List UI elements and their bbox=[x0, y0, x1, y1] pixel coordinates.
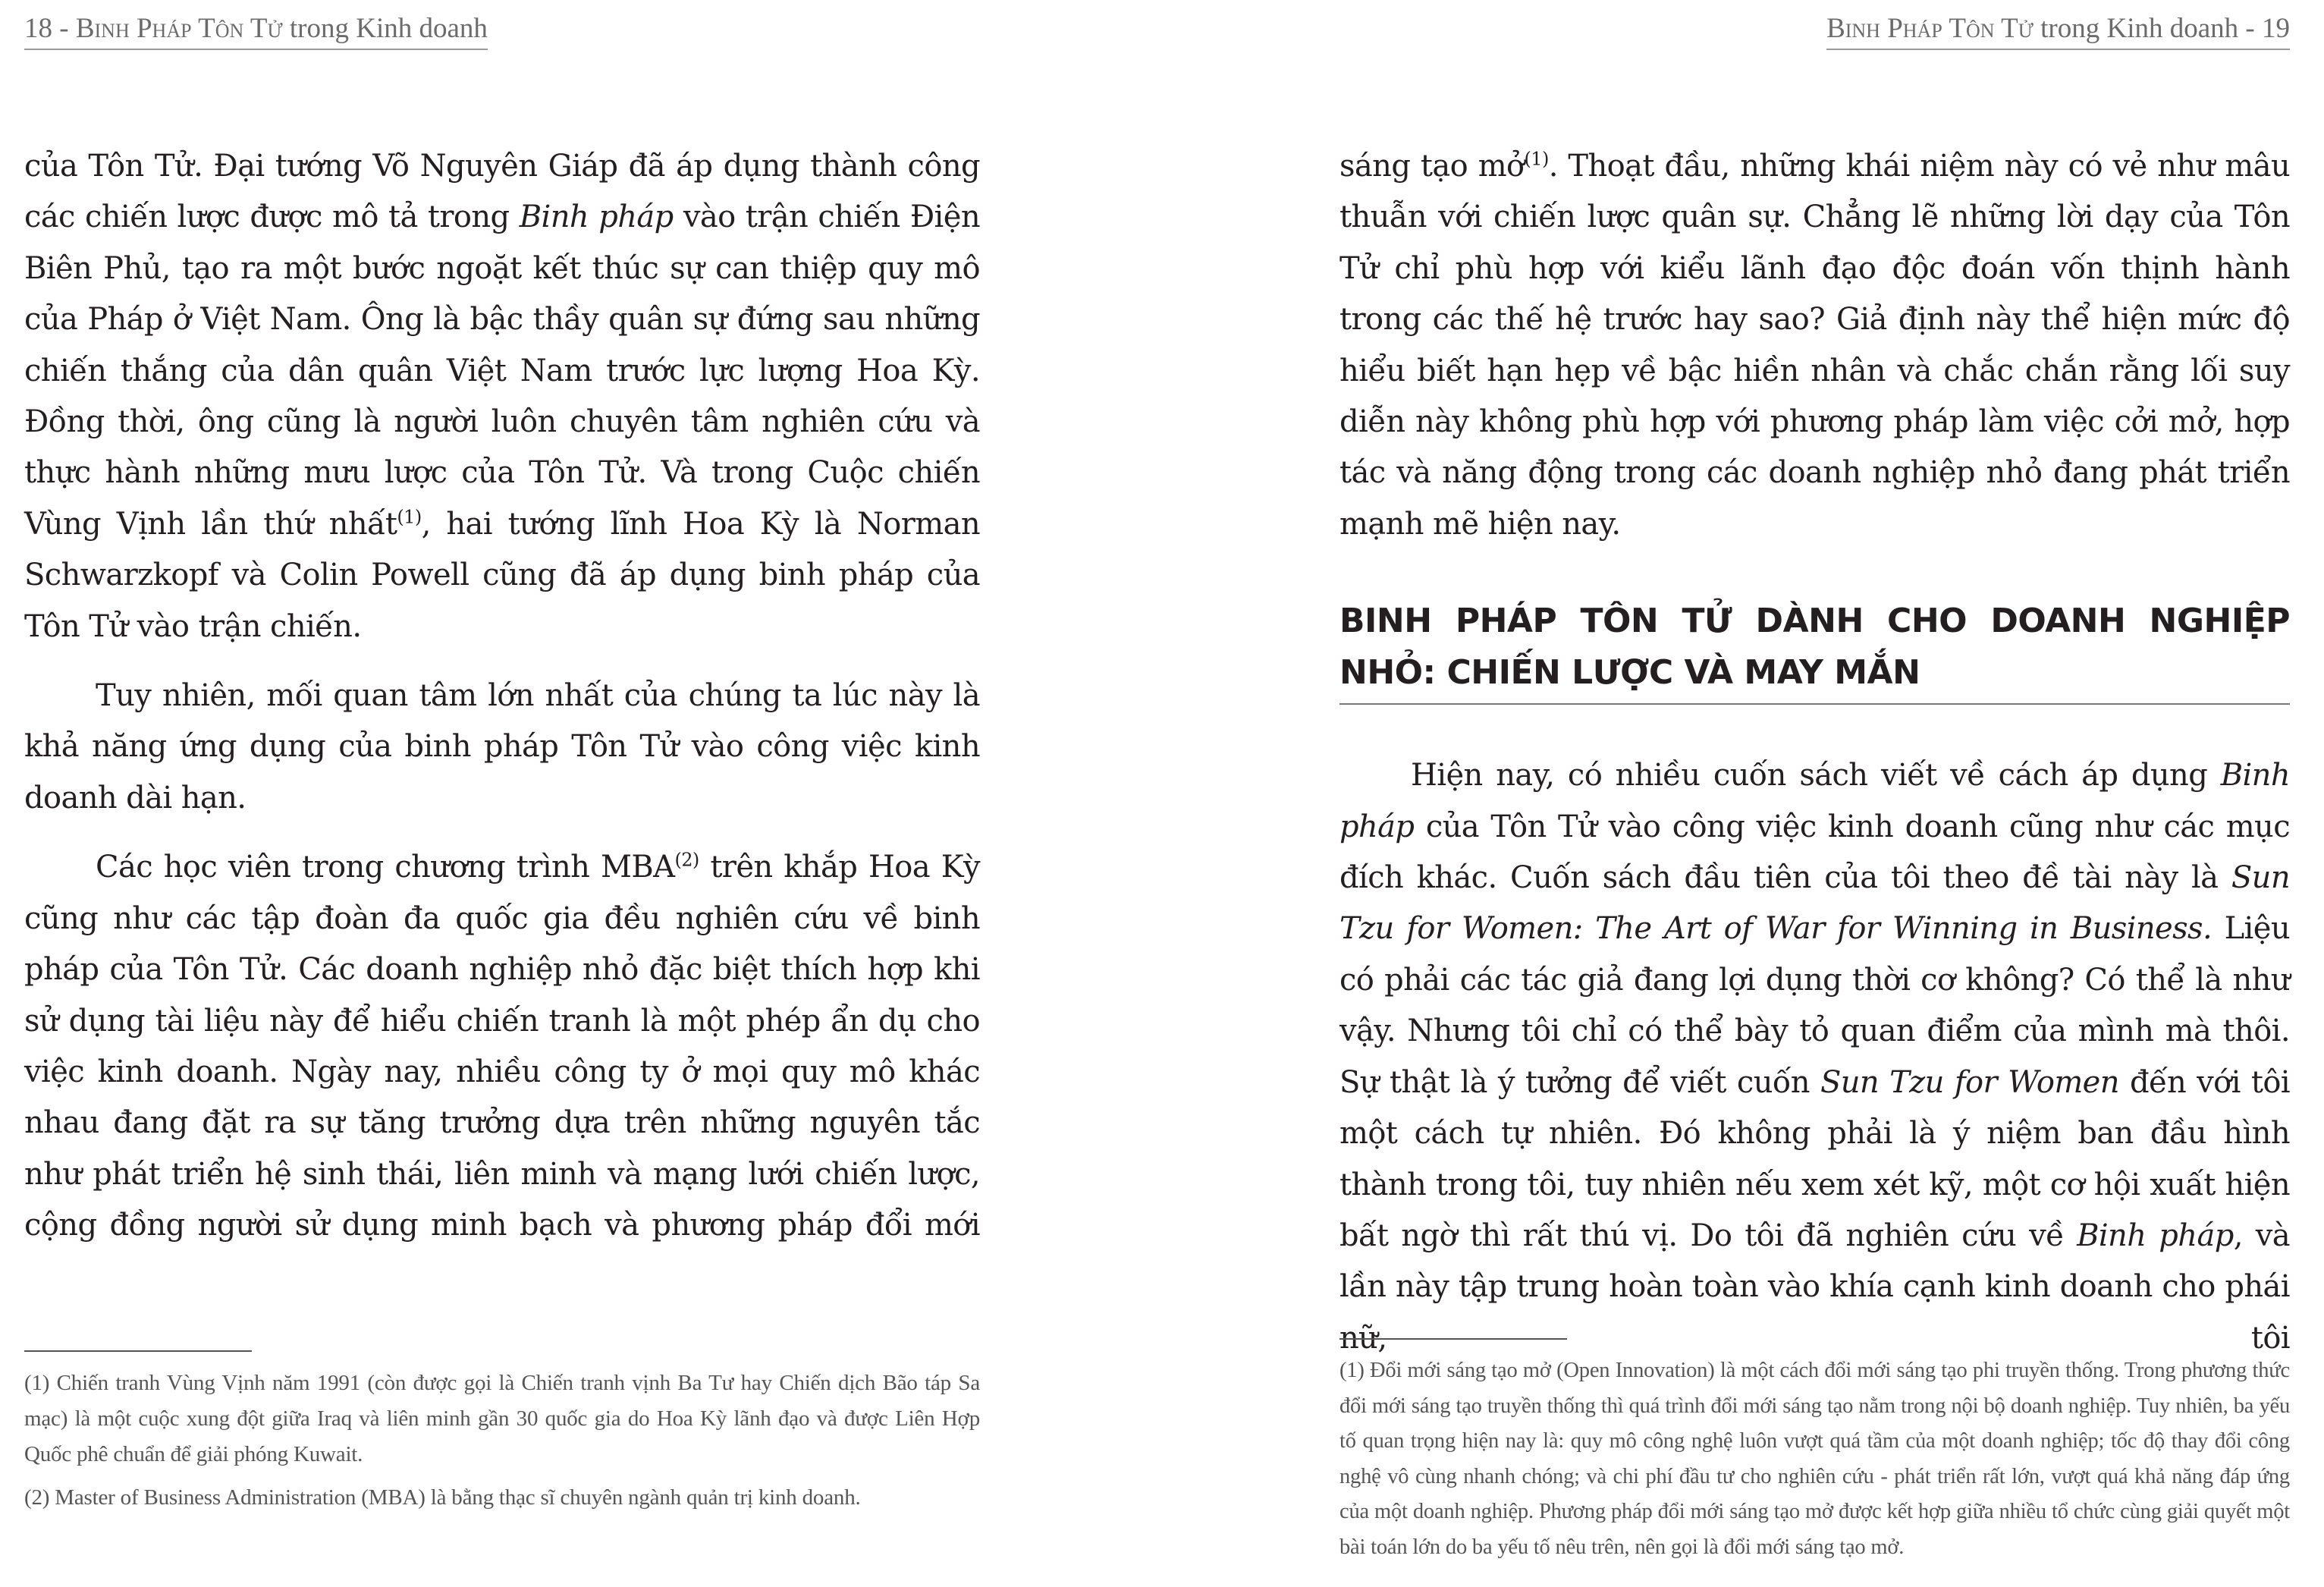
text-run: trên khắp Hoa Kỳ cũng như các tập đoàn đa quốc gia đều nghiên cứu về binh pháp của Tôn Tử. Các doanh nghiệp nhỏ đặc biệt thích hợp khi sử dụng tài liệu này để hiểu chiến tranh là một phép ẩn dụ cho việc kinh doanh. Ngày nay, nhiều công ty ở mọi quy mô khác nhau đang đặt ra sự tăng trưởng dựa trên những nguyên tắc như phát triển hệ sinh thái, liên minh và mạng lưới chiến lược, cộng đồng người sử dụng minh bạch và phương pháp đổi mới bbox=[24, 850, 980, 1243]
right-running-head bbox=[1826, 14, 2290, 50]
right-page-number: 19 bbox=[2262, 13, 2290, 44]
left-page bbox=[24, 0, 980, 1587]
text-run: Liệu có phải các tác giả đang lợi dụng thời cơ không? Có thể là như vậy. Nhưng tôi chỉ có thể bày tỏ quan điểm của mình mà thôi. Sự thật là ý tưởng để viết cuốn bbox=[1339, 911, 2290, 1100]
text-run: Hiện nay, có nhiều cuốn sách viết về cách áp dụng bbox=[1411, 758, 2221, 794]
text-run: , hai tướng lĩnh Hoa Kỳ là Norman Schwarzkopf và Colin Powell cũng đã áp dụng binh pháp của Tôn Tử vào trận chiến. bbox=[24, 506, 980, 644]
right-body-text bbox=[1339, 141, 2290, 1382]
section-heading: BINH PHÁP TÔN TỬ DÀNH CHO DOANH NGHIỆP NHỎ: CHIẾN LƯỢC VÀ MAY MẮN bbox=[1339, 596, 2290, 705]
text-run: , và lần này tập trung hoàn toàn vào khía cạnh kinh doanh cho phái nữ, tôi bbox=[1339, 1218, 2290, 1356]
left-paragraph-3 bbox=[24, 842, 980, 1251]
right-footnote-rule bbox=[1339, 1338, 1567, 1340]
right-header-separator: - bbox=[2238, 13, 2262, 44]
right-paragraph-1 bbox=[1339, 141, 2290, 550]
footnote-ref-2: (2) bbox=[674, 849, 699, 871]
right-paragraph-2 bbox=[1339, 750, 2290, 1364]
text-run: của Tôn Tử vào công việc kinh doanh cũng như các mục đích khác. Cuốn sách đầu tiên của tôi theo đề tài này là bbox=[1339, 809, 2290, 896]
text-run: . Thoạt đầu, những khái niệm này có vẻ như mâu thuẫn với chiến lược quân sự. Chẳng lẽ những lời dạy của Tôn Tử chỉ phù hợp với kiểu lãnh đạo độc đoán vốn thịnh hành trong các thế hệ trước hay sao? Giả định này thể hiện mức độ hiểu biết hạn hẹp về bậc hiền nhân và chắc chắn rằng lối suy diễn này không phù hợp với phương pháp làm việc cởi mở, hợp tác và năng động trong các doanh nghiệp nhỏ đang phát triển mạnh mẽ hiện nay. bbox=[1339, 149, 2290, 542]
right-header-title-smallcaps: Binh Pháp Tôn Tử bbox=[1826, 13, 2034, 44]
right-footnotes bbox=[1339, 1353, 2290, 1573]
italic-run: Binh pháp bbox=[2077, 1218, 2234, 1253]
text-run: của Tôn Tử. Đại tướng Võ Nguyên Giáp đã áp dụng thành công các chiến lược được mô tả trong bbox=[24, 149, 980, 235]
left-header-title-rest: trong Kinh doanh bbox=[282, 13, 488, 44]
left-footnote-2: (2) Master of Business Administration (MBA) là bằng thạc sĩ chuyên ngành quản trị kinh doanh. bbox=[24, 1485, 861, 1510]
right-page bbox=[1339, 0, 2290, 1587]
italic-run: Binh pháp bbox=[1339, 758, 2290, 844]
footnote-ref-1: (1) bbox=[1524, 148, 1549, 170]
right-header-title-rest: trong Kinh doanh bbox=[2033, 13, 2239, 44]
left-footnote-1: (1) Chiến tranh Vùng Vịnh năm 1991 (còn được gọi là Chiến tranh vịnh Ba Tư hay Chiến dịch Bão táp Sa mạc) là một cuộc xung đột giữa Iraq và liên minh gần 30 quốc gia do Hoa Kỳ lãnh đạo và được Liên Hợp Quốc phê chuẩn để giải phóng Kuwait. bbox=[24, 1371, 980, 1466]
left-header-separator: - bbox=[52, 13, 76, 44]
text-run: Các học viên trong chương trình MBA bbox=[96, 850, 675, 885]
footnote-ref-1: (1) bbox=[397, 506, 422, 528]
left-page-number: 18 bbox=[24, 13, 52, 44]
right-footnote-1: (1) Đổi mới sáng tạo mở (Open Innovation) là một cách đổi mới sáng tạo phi truyền thống. Trong phương thức đổi mới sáng tạo truyền thống thì quá trình đổi mới sáng tạo nằm trong nội bộ doanh nghiệp. Tuy nhiên, ba yếu tố quan trọng hiện nay là: quy mô công nghệ luôn vượt quá tầm của một doanh nghiệp; tốc độ thay đổi công nghệ vô cùng nhanh chóng; và chi phí đầu tư cho nghiên cứu - phát triển rất lớn, vượt quá khả năng đáp ứng của một doanh nghiệp. Phương pháp đổi mới sáng tạo mở được kết hợp giữa nhiều tổ chức cùng giải quyết một bài toán lớn do ba yếu tố nêu trên, nên gọi là đổi mới sáng tạo mở. bbox=[1339, 1359, 2290, 1559]
text-run: sáng tạo mở bbox=[1339, 149, 1525, 184]
text-run: đến với tôi một cách tự nhiên. Đó không phải là ý niệm ban đầu hình thành trong tôi, tuy nhiên nếu xem xét kỹ, một cơ hội xuất hiện bất ngờ thì rất thú vị. Do tôi đã nghiên cứu về bbox=[1339, 1064, 2290, 1253]
left-body-text bbox=[24, 141, 980, 1270]
left-paragraph-1 bbox=[24, 141, 980, 652]
left-footnotes bbox=[24, 1365, 980, 1523]
italic-run: Sun Tzu for Women bbox=[1820, 1064, 2119, 1100]
left-header-title-smallcaps: Binh Pháp Tôn Tử bbox=[75, 13, 283, 44]
text-run: vào trận chiến Điện Biên Phủ, tạo ra một bước ngoặt kết thúc sự can thiệp quy mô của Pháp ở Việt Nam. Ông là bậc thầy quân sự đứng sau những chiến thắng của dân quân Việt Nam trước lực lượng Hoa Kỳ. Đồng thời, ông cũng là người luôn chuyên tâm nghiên cứu và thực hành những mưu lược của Tôn Tử. Và trong Cuộc chiến Vùng Vịnh lần thứ nhất bbox=[24, 200, 980, 542]
italic-run: Sun Tzu for Women: The Art of War for Winning in Business. bbox=[1339, 860, 2290, 947]
italic-run: Binh pháp bbox=[519, 200, 674, 235]
left-footnote-rule bbox=[24, 1350, 252, 1352]
left-running-head bbox=[24, 14, 488, 50]
left-paragraph-2: Tuy nhiên, mối quan tâm lớn nhất của chúng ta lúc này là khả năng ứng dụng của binh pháp Tôn Tử vào công việc kinh doanh dài hạn. bbox=[24, 678, 980, 815]
